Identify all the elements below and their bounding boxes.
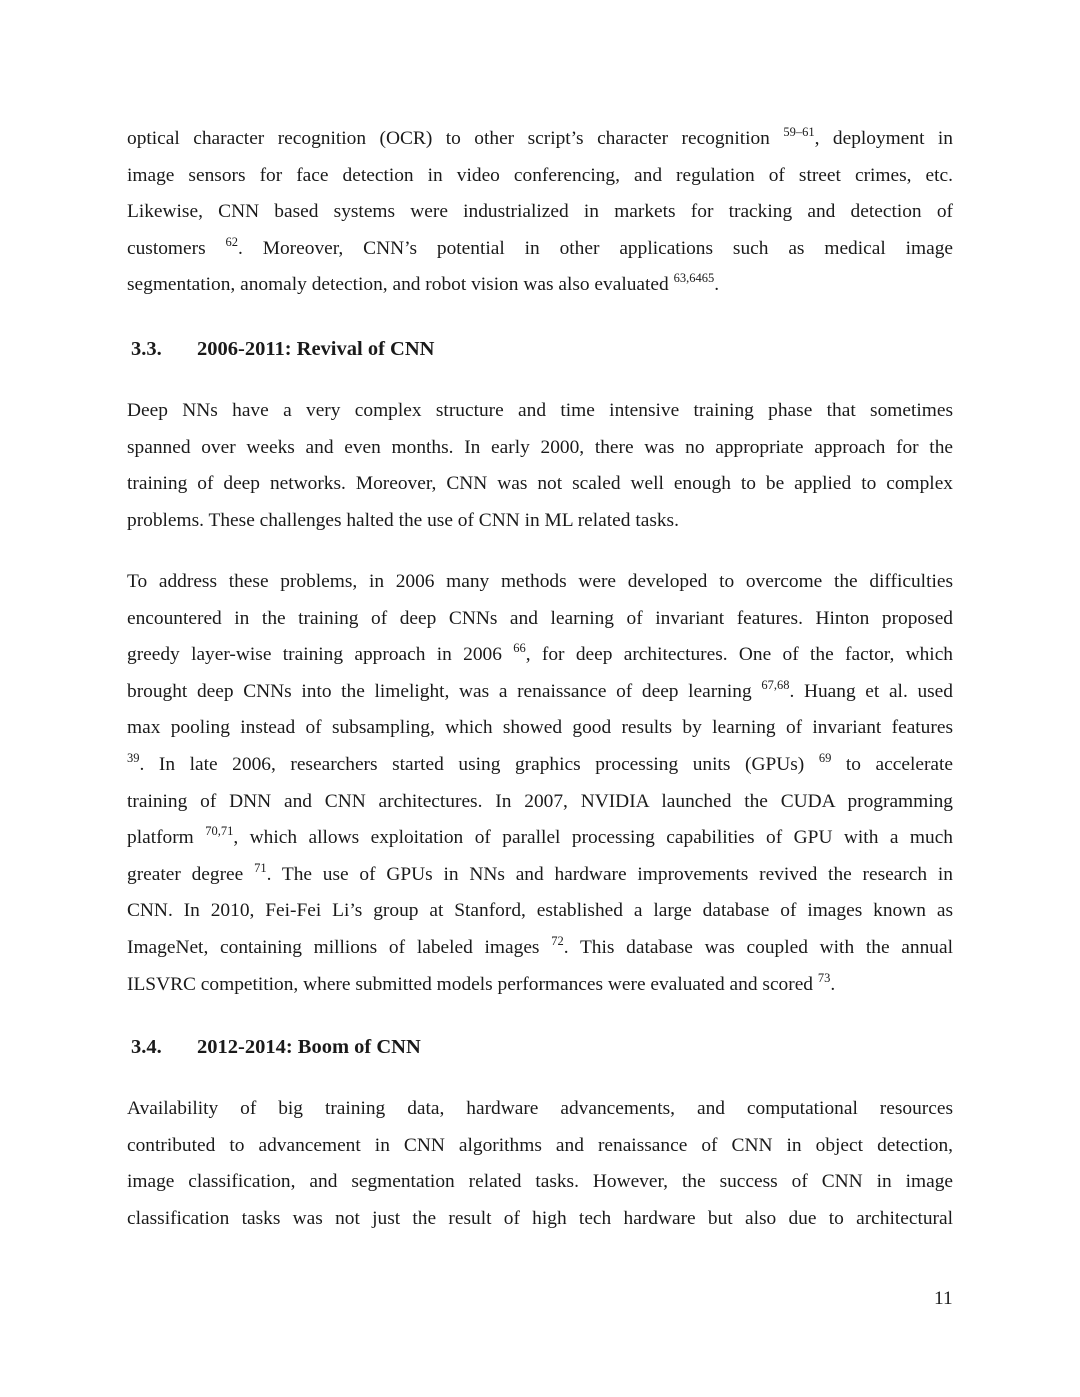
citation-superscript: 71 [254, 860, 267, 875]
citation-superscript: 72 [551, 933, 564, 948]
text-line: CNN. In 2010, Fei-Fei Li’s group at Stanford, established a large database of images known as [127, 900, 953, 922]
text-line: customers $^{62}$. Moreover, CNN’s potential in other applications such as medical image [127, 234, 953, 259]
citation-superscript: 39 [127, 750, 140, 765]
text-line: training of deep networks. Moreover, CNN was not scaled well enough to be applied to complex [127, 473, 953, 495]
text-line: $^{39}$. In late 2006, researchers started using graphics processing units (GPUs) $^{69}$ to accelerate [127, 750, 954, 775]
text-line: Availability of big training data, hardware advancements, and computational resources [127, 1098, 953, 1119]
text-line: ImageNet, containing millions of labeled images $^{72}$. This database was coupled with the annual [127, 933, 953, 958]
text-line: max pooling instead of subsampling, which showed good results by learning of invariant features [127, 717, 953, 739]
section-title: 2012-2014: Boom of CNN [197, 1036, 421, 1058]
section-heading-3-4 [131, 1035, 421, 1059]
citation-superscript: 62 [225, 234, 239, 249]
text-line: training of DNN and CNN architectures. In 2007, NVIDIA launched the CUDA programming [127, 790, 953, 812]
paragraph-ocr-applications [127, 121, 953, 304]
citation-superscript: 73 [817, 970, 831, 985]
text-line: platform $^{70,71}$, which allows exploitation of parallel processing capabilities of GPU with a much [127, 824, 953, 849]
text-line: problems. These challenges halted the use of CNN in ML related tasks. [127, 509, 679, 531]
citation-superscript: 63,6465 [673, 271, 715, 286]
text-line: Deep NNs have a very complex structure and time intensive training phase that sometimes [127, 400, 953, 421]
paragraph-boom-availability [127, 1091, 953, 1237]
text-line: greater degree $^{71}$. The use of GPUs in NNs and hardware improvements revived the research in [127, 860, 953, 885]
citation-superscript: 70,71 [205, 824, 234, 839]
text-line: To address these problems, in 2006 many methods were developed to overcome the difficulties [127, 571, 953, 592]
text-line: Likewise, CNN based systems were industrialized in markets for tracking and detection of [127, 201, 953, 223]
text-line: brought deep CNNs into the limelight, was a renaissance of deep learning $^{67,68}$. Huang et al. used [127, 677, 953, 702]
text-line: encountered in the training of deep CNNs and learning of invariant features. Hinton proposed [127, 607, 953, 629]
text-line: image sensors for face detection in video conferencing, and regulation of street crimes, etc. [127, 164, 953, 186]
section-number: 3.4. [131, 1036, 162, 1058]
text-line: contributed to advancement in CNN algorithms and renaissance of CNN in object detection, [127, 1134, 953, 1156]
text-line: ILSVRC competition, where submitted models performances were evaluated and scored $^{73}$. [127, 970, 836, 995]
citation-superscript: 59–61 [783, 125, 815, 139]
text-line: classification tasks was not just the result of high tech hardware but also due to architectural [127, 1207, 953, 1229]
text-line: spanned over weeks and even months. In early 2000, there was no appropriate approach for the [127, 436, 953, 458]
citation-superscript: 67,68 [761, 677, 790, 692]
section-heading-3-3 [131, 337, 434, 361]
text-line: segmentation, anomaly detection, and robot vision was also evaluated $^{63,6465}$. [127, 271, 720, 296]
paragraph-revival-methods [127, 564, 953, 1003]
text-line: optical character recognition (OCR) to other script’s character recognition $^{59-61}$, deployment in [127, 125, 953, 149]
paragraph-deep-nn-challenges [127, 393, 953, 539]
section-number: 3.3. [131, 338, 162, 360]
page-number: 11 [934, 1288, 953, 1309]
text-line: greedy layer-wise training approach in 2006 $^{66}$, for deep architectures. One of the factor, which [127, 641, 953, 666]
section-title: 2006-2011: Revival of CNN [197, 338, 435, 360]
citation-superscript: 66 [513, 641, 526, 656]
text-line: image classification, and segmentation related tasks. However, the success of CNN in image [127, 1171, 953, 1193]
citation-superscript: 69 [818, 750, 832, 765]
